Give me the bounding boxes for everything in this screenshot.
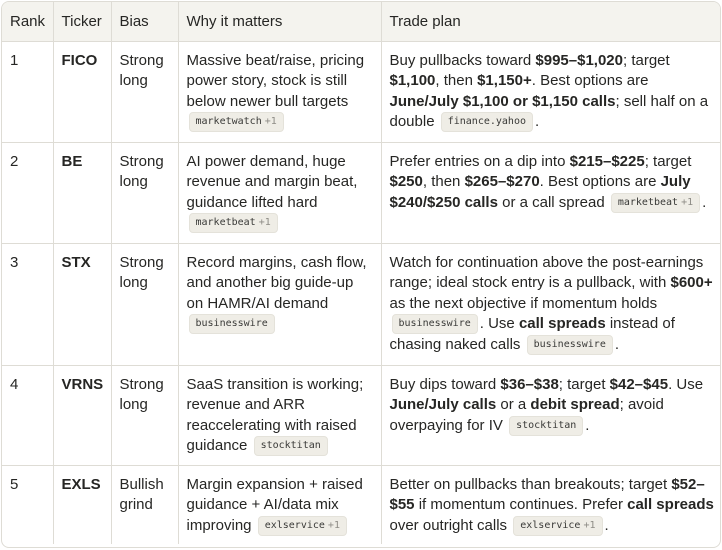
why-cell (178, 365, 381, 465)
table-row (2, 142, 721, 243)
source-chip[interactable]: marketbeat +1 (189, 213, 278, 233)
header-bias: Bias (111, 2, 178, 41)
plan-cell: Better on pullbacks than breakouts; target $52–$55 if momentum continues. Prefer call spreads over outright calls exlservice +1 . (381, 465, 721, 544)
why-cell (178, 243, 381, 365)
header-row (2, 2, 721, 41)
trade-table (2, 2, 721, 544)
why-text: Record margins, cash flow, and another big guide-up on HAMR/AI demand (186, 253, 367, 312)
header-ticker: Ticker (53, 2, 111, 41)
table-row (2, 465, 721, 544)
table-row (2, 365, 721, 465)
rank-cell: 5 (2, 465, 53, 544)
source-chip[interactable]: marketwatch +1 (189, 112, 284, 132)
source-chip[interactable]: exlservice +1 (258, 516, 347, 536)
ticker-cell: STX (53, 243, 111, 365)
header-why: Why it matters (178, 2, 381, 41)
rank-cell: 2 (2, 142, 53, 243)
why-text: SaaS transition is working; revenue and ARR reaccelerating with raised guidance (186, 375, 364, 454)
source-chip[interactable]: exlservice +1 (513, 516, 602, 536)
table-header (2, 2, 721, 41)
source-chip[interactable]: stocktitan (254, 436, 328, 456)
source-chip[interactable]: marketbeat +1 (611, 193, 700, 213)
bias-cell: Strong long (111, 365, 178, 465)
why-cell (178, 465, 381, 544)
source-chip[interactable]: businesswire (527, 335, 613, 355)
ticker-cell: BE (53, 142, 111, 243)
bias-cell: Strong long (111, 142, 178, 243)
source-chip[interactable]: businesswire (189, 314, 275, 334)
table-row (2, 243, 721, 365)
plan-cell: Prefer entries on a dip into $215–$225; target $250, then $265–$270. Best options are July $240/$250 calls or a call spread marketbeat +1 . (381, 142, 721, 243)
header-plan: Trade plan (381, 2, 721, 41)
plan-cell: Buy dips toward $36–$38; target $42–$45. Use June/July calls or a debit spread; avoid overpaying for IV stocktitan . (381, 365, 721, 465)
bias-cell: Strong long (111, 243, 178, 365)
trade-table-container (1, 1, 721, 548)
rank-cell: 1 (2, 41, 53, 142)
plan-cell: Buy pullbacks toward $995–$1,020; target $1,100, then $1,150+. Best options are June/July $1,100 or $1,150 calls; sell half on a double finance.yahoo . (381, 41, 721, 142)
source-chip[interactable]: businesswire (392, 314, 478, 334)
why-cell (178, 41, 381, 142)
ticker-cell: FICO (53, 41, 111, 142)
why-text: AI power demand, huge revenue and margin beat, guidance lifted hard (186, 152, 358, 211)
rank-cell: 4 (2, 365, 53, 465)
ticker-cell: EXLS (53, 465, 111, 544)
why-text: Massive beat/raise, pricing power story, stock is still below newer bull targets (186, 51, 365, 110)
why-cell (178, 142, 381, 243)
header-rank: Rank (2, 2, 53, 41)
bias-cell: Strong long (111, 41, 178, 142)
source-chip[interactable]: finance.yahoo (441, 112, 533, 132)
plan-cell: Watch for continuation above the post-earnings range; ideal stock entry is a pullback, with $600+ as the next objective if momentum holds businesswire . Use call spreads instead of chasing naked calls businesswire . (381, 243, 721, 365)
why-text: Margin expansion + raised guidance + AI/data mix improving (186, 475, 363, 534)
table-row (2, 41, 721, 142)
bias-cell: Bullish grind (111, 465, 178, 544)
source-chip[interactable]: stocktitan (509, 416, 583, 436)
rank-cell: 3 (2, 243, 53, 365)
ticker-cell: VRNS (53, 365, 111, 465)
